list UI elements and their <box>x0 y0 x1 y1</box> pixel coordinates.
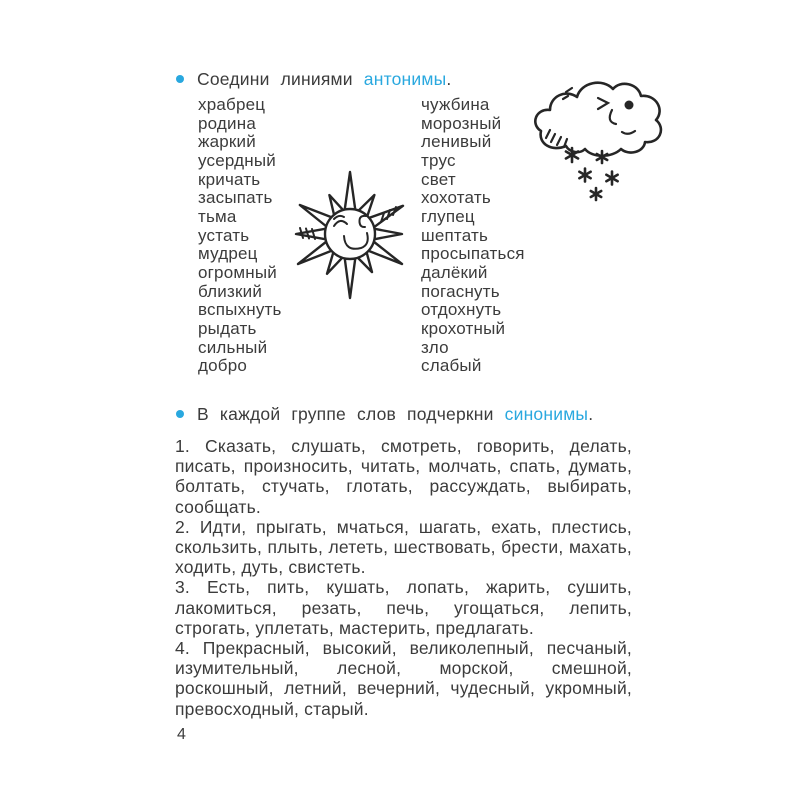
exercise1-header <box>176 69 451 90</box>
synonym-groups <box>175 436 632 719</box>
word-item: морозный <box>421 113 502 133</box>
antonyms-right-column <box>421 96 525 376</box>
text-line: строгать, уплетать, мастерить, предлагать. <box>175 617 534 638</box>
sun-ray <box>345 172 356 211</box>
exercise2-term: синонимы <box>504 404 589 424</box>
word-item: кричать <box>198 169 261 189</box>
text-line: сообщать. <box>175 496 261 517</box>
word-item: шептать <box>421 225 489 245</box>
text-line: роскошный, летний, вечерний, чудесный, укромный, <box>175 678 632 699</box>
text-line: изумительный, лесной, морской, смешной, <box>175 658 632 679</box>
word-item: мудрец <box>198 244 258 264</box>
word-item: рыдать <box>198 318 257 338</box>
cloud-outline <box>535 83 661 156</box>
text-line: болтать, стучать, глотать, рассуждать, выбирать, <box>175 476 632 497</box>
text-line: ходить, дуть, свистеть. <box>175 557 366 578</box>
word-item: отдохнуть <box>421 300 502 320</box>
exercise1-period: . <box>446 69 452 89</box>
text-line: превосходный, старый. <box>175 698 369 719</box>
cloud-dot-eye <box>625 101 634 110</box>
word-item: хохотать <box>421 188 491 208</box>
word-item: вспыхнуть <box>198 300 282 320</box>
word-item: засыпать <box>198 188 273 208</box>
word-item: ленивый <box>421 132 492 152</box>
text-line: 3. Есть, пить, кушать, лопать, жарить, сушить, <box>175 577 632 598</box>
exercise2-instruction: В каждой группе слов подчеркни <box>197 404 505 424</box>
word-group-4 <box>175 638 632 719</box>
sun-ray <box>373 229 402 240</box>
word-item: свет <box>421 169 456 189</box>
snowflake-icon <box>579 169 590 182</box>
bullet-icon <box>176 410 184 418</box>
bullet-icon <box>176 75 184 83</box>
text-line: 4. Прекрасный, высокий, великолепный, песчаный, <box>175 638 632 659</box>
word-item: крохотный <box>421 318 506 338</box>
word-item: глупец <box>421 206 475 226</box>
word-item: устать <box>198 225 250 245</box>
word-item: зло <box>421 337 449 357</box>
word-item: сильный <box>198 337 268 357</box>
word-item: чужбина <box>421 95 490 114</box>
word-item: близкий <box>198 281 263 301</box>
word-item: далёкий <box>421 262 488 282</box>
exercise1-term: антонимы <box>363 69 447 89</box>
word-item: храбрец <box>198 95 266 114</box>
word-item: огромный <box>198 262 277 282</box>
word-item: трус <box>421 150 456 170</box>
snowflake-icon <box>606 172 617 185</box>
exercise2-period: . <box>588 404 594 424</box>
exercise2-header <box>176 404 593 425</box>
word-item: слабый <box>421 356 482 376</box>
sun-ray <box>345 257 356 298</box>
page-number: 4 <box>177 726 186 743</box>
word-group-3 <box>175 577 632 638</box>
text-line: 2. Идти, прыгать, мчаться, шагать, ехать, плестись, <box>175 516 632 537</box>
text-line: 1. Сказать, слушать, смотреть, говорить, делать, <box>175 436 632 456</box>
text-line: писать, произносить, читать, молчать, спать, думать, <box>175 456 632 477</box>
word-item: просыпаться <box>421 244 525 264</box>
word-group-1 <box>175 436 632 517</box>
word-group-2 <box>175 517 632 578</box>
word-item: погаснуть <box>421 281 500 301</box>
text-line: лакомиться, резать, печь, угощаться, лепить, <box>175 597 632 618</box>
word-item: тьма <box>198 206 237 226</box>
word-item: родина <box>198 113 256 133</box>
antonyms-left-column <box>198 96 282 376</box>
text-line: скользить, плыть, лететь, шествовать, брести, махать, <box>175 537 632 558</box>
word-item: усердный <box>198 150 276 170</box>
snowflake-icon <box>591 188 601 200</box>
sun-doodle <box>278 162 426 308</box>
exercise1-instruction: Соедини линиями <box>197 69 364 89</box>
winking-cloud-doodle <box>528 70 668 215</box>
word-item: добро <box>198 356 248 376</box>
word-item: жаркий <box>198 132 256 152</box>
